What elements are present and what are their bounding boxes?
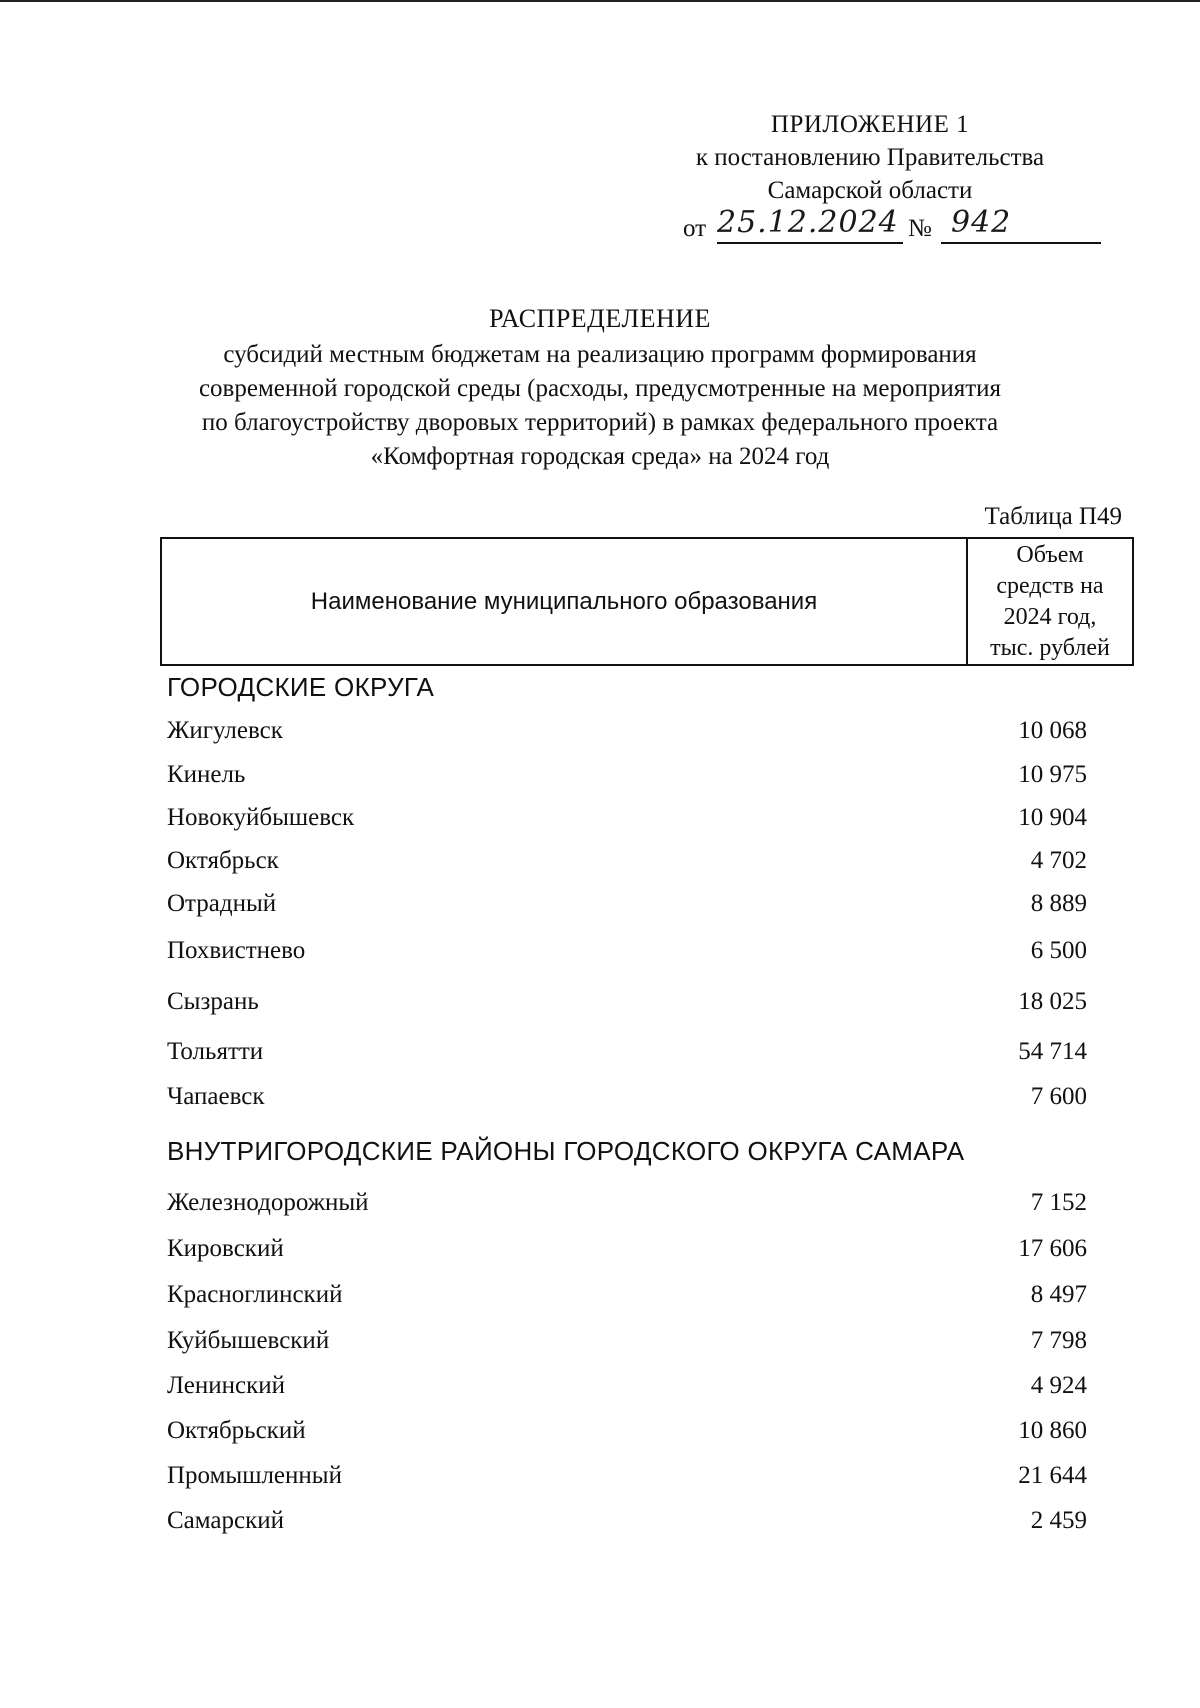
row-value: 7 798 [1030,1327,1087,1354]
heading-subtitle-line-2: современной городской среды (расходы, предусмотренные на мероприятия [198,375,1002,402]
table-row [167,1235,1087,1269]
header-value-line-3: 2024 год, [1003,603,1097,630]
row-value: 8 497 [1030,1281,1087,1308]
row-name: Тольятти [167,1038,264,1065]
date-number-line [683,205,1103,245]
row-value: 7 600 [1030,1083,1087,1110]
row-value: 10 975 [1018,761,1087,788]
table-row [167,937,1087,971]
table-row [167,1327,1087,1361]
row-value: 8 889 [1030,890,1087,917]
row-value: 7 152 [1030,1189,1087,1216]
row-name: Октябрьск [167,847,279,874]
row-value: 18 025 [1018,988,1087,1015]
row-value: 10 860 [1018,1417,1087,1444]
table-row [167,890,1087,924]
table-row [167,717,1087,751]
row-name: Кинель [167,761,246,788]
table-row [167,847,1087,881]
row-name: Сызрань [167,988,259,1015]
row-value: 4 924 [1030,1372,1087,1399]
heading-title: РАСПРЕДЕЛЕНИЕ [489,304,711,333]
row-name: Самарский [167,1507,285,1534]
number-underline [941,242,1101,244]
table-row [167,761,1087,795]
row-name: Похвистнево [167,937,306,964]
row-name: Отрадный [167,890,277,917]
heading-subtitle-line-1: субсидий местным бюджетам на реализацию программ формирования [223,341,977,368]
row-name: Промышленный [167,1462,342,1489]
table-header [160,537,1134,666]
table-row [167,1083,1087,1117]
number-prefix: № [908,215,932,242]
header-value-line-2: средств на [996,572,1104,599]
table-row [167,1038,1087,1072]
header-value-line-4: тыс. рублей [990,634,1110,661]
approval-block [640,108,1100,207]
row-name: Ленинский [167,1372,286,1399]
row-value: 10 904 [1018,804,1087,831]
row-name: Новокуйбышевск [167,804,355,831]
header-value-cell [968,539,1132,664]
table-row [167,1462,1087,1496]
table-row [167,1281,1087,1315]
header-name-cell: Наименование муниципального образования [162,539,968,664]
row-name: Железнодорожный [167,1189,369,1216]
appendix-region: Самарской области [767,177,973,204]
appendix-resolution: к постановлению Правительства [695,144,1045,171]
heading-subtitle-line-3: по благоустройству дворовых территорий) в рамках федерального проекта [201,409,999,436]
row-value: 6 500 [1030,937,1087,964]
top-edge-line [0,0,1200,2]
row-name: Октябрьский [167,1417,306,1444]
table-row [167,988,1087,1022]
table-row [167,1417,1087,1451]
row-value: 10 068 [1018,717,1087,744]
row-value: 17 606 [1018,1235,1087,1262]
table-row [167,1507,1087,1541]
section-title-samara-districts: ВНУТРИГОРОДСКИЕ РАЙОНЫ ГОРОДСКОГО ОКРУГА САМАРА [167,1136,965,1166]
handwritten-date: 25.12.2024 [717,205,899,240]
row-name: Красноглинский [167,1281,343,1308]
appendix-title: ПРИЛОЖЕНИЕ 1 [770,111,970,138]
document-heading [150,302,1050,474]
row-value: 21 644 [1018,1462,1087,1489]
row-name: Кировский [167,1235,284,1262]
header-value-line-1: Объем [1016,541,1084,568]
row-value: 4 702 [1030,847,1087,874]
table-row [167,1372,1087,1406]
handwritten-number: 942 [951,205,1012,240]
section-title-city-districts: ГОРОДСКИЕ ОКРУГА [167,672,435,702]
table-row [167,804,1087,838]
table-row [167,1189,1087,1223]
row-value: 2 459 [1030,1507,1087,1534]
row-name: Жигулевск [167,717,283,744]
row-value: 54 714 [1018,1038,1087,1065]
table-label: Таблица П49 [984,503,1122,530]
date-underline [717,242,903,244]
date-prefix: от [683,215,707,242]
row-name: Чапаевск [167,1083,265,1110]
row-name: Куйбышевский [167,1327,330,1354]
heading-subtitle-line-4: «Комфортная городская среда» на 2024 год [370,443,830,470]
